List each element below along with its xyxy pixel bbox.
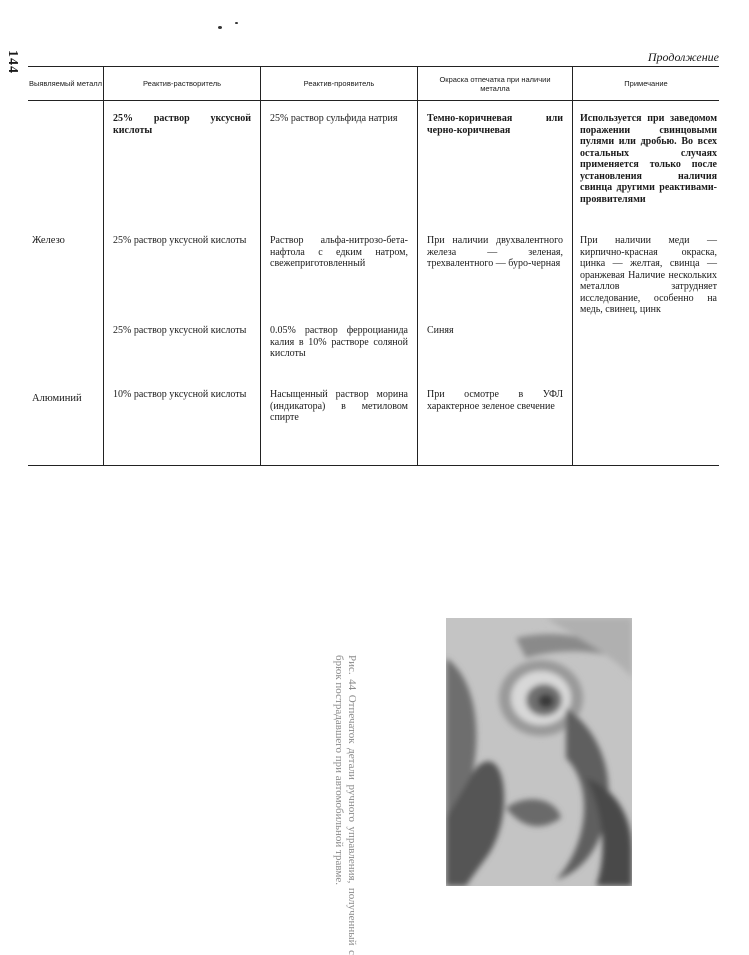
row2-metal: Железо: [32, 235, 65, 246]
row2-color: При наличии двухвалентного железа — зеленая, трехвалентного — буро-черная: [427, 235, 563, 269]
row2-note: При наличии меди — кирпично-красная окраска, цинка — желтая, свинца — оранжевая Наличие нескольких металлов затрудняет исследование, особенно на медь, свинец, цинк: [580, 235, 717, 315]
header-color: Окраска отпечатка при наличии металла: [439, 74, 551, 93]
column-divider: [572, 67, 573, 465]
figure-caption: Рис. 44 Отпечаток детали ручного управления, полученный с брюк пострадавшего при автомобильной травме.: [333, 655, 358, 955]
header-note: Примечание: [624, 79, 668, 88]
row4-metal: Алюминий: [32, 393, 82, 404]
row4-developer: Насыщенный раствор морина (индикатора) в метиловом спирте: [270, 389, 408, 423]
header-metal: Выявляемый металл: [28, 79, 103, 88]
scan-speck: [235, 22, 238, 24]
row1-note: Используется при заведомом поражении свинцовыми пулями или дробью. Во всех остальных случаях применяется только после установления наличия свинца другими реактивами-проявителями: [580, 113, 717, 205]
row3-solvent: 25% раствор уксусной кислоты: [113, 325, 247, 336]
print-photograph: [446, 618, 632, 886]
header-developer: Реактив-проявитель: [303, 79, 375, 88]
row1-color: Темно-коричневая или черно-коричневая: [427, 113, 563, 136]
column-divider: [103, 67, 104, 465]
continued-label: Продолжение: [647, 50, 719, 64]
page-number: 144: [5, 50, 20, 74]
scan-speck: [218, 26, 222, 29]
row2-developer: Раствор альфа-нитрозо-бета-нафтола с едким натром, свежеприготовленный: [270, 235, 408, 269]
row4-color: При осмотре в УФЛ характерное зеленое свечение: [427, 389, 563, 412]
row2-solvent: 25% раствор уксусной кислоты: [113, 235, 247, 246]
column-divider: [417, 67, 418, 465]
photo-image: [446, 618, 632, 886]
row3-color: Синяя: [427, 325, 454, 336]
row4-solvent: 10% раствор уксусной кислоты: [113, 389, 247, 400]
header-solvent: Реактив-растворитель: [142, 79, 221, 88]
column-divider: [260, 67, 261, 465]
row1-solvent: 25% раствор уксусной кислоты: [113, 113, 251, 136]
reagents-table: [28, 66, 719, 466]
table-header: [28, 67, 719, 101]
row1-developer: 25% раствор сульфида натрия: [270, 113, 398, 124]
row3-developer: 0.05% раствор ферроцианида калия в 10% растворе соляной кислоты: [270, 325, 408, 359]
